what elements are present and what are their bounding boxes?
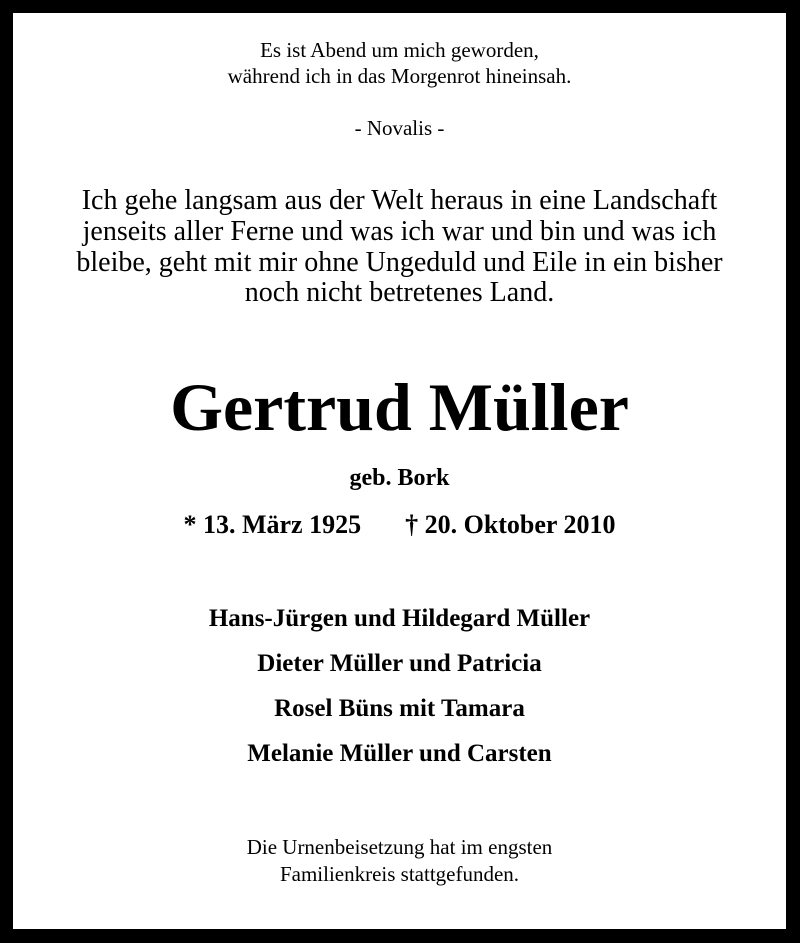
verse-line-1: Ich gehe langsam aus der Welt heraus in eine Landschaft	[81, 185, 718, 216]
mourner-line: Melanie Müller und Carsten	[247, 740, 552, 767]
epigraph-line-2: während ich in das Morgenrot hineinsah.	[227, 64, 572, 88]
mourner-line: Rosel Büns mit Tamara	[274, 695, 525, 722]
verse-line-4: noch nicht betretenes Land.	[244, 277, 555, 308]
verse-line-2: jenseits aller Ferne und was ich war und bin und was ich	[82, 216, 717, 247]
obituary-card	[13, 13, 786, 929]
life-dates	[13, 510, 786, 540]
epigraph-line-1: Es ist Abend um mich geworden,	[260, 38, 539, 62]
notice-line-1: Die Urnenbeisetzung hat im engsten	[246, 835, 553, 859]
maiden-name: geb. Bork	[349, 465, 450, 491]
verse-line-3: bleibe, geht mit mir ohne Ungeduld und Eile in ein bisher	[76, 247, 723, 278]
mourner-line: Hans-Jürgen und Hildegard Müller	[208, 605, 591, 632]
epigraph-author: - Novalis -	[354, 116, 445, 140]
birth-date: * 13. März 1925	[183, 510, 362, 539]
death-date: † 20. Oktober 2010	[405, 510, 616, 539]
mourner-line: Dieter Müller und Patricia	[257, 650, 542, 677]
deceased-name: Gertrud Müller	[170, 369, 629, 445]
notice-line-2: Familienkreis stattgefunden.	[279, 862, 520, 886]
